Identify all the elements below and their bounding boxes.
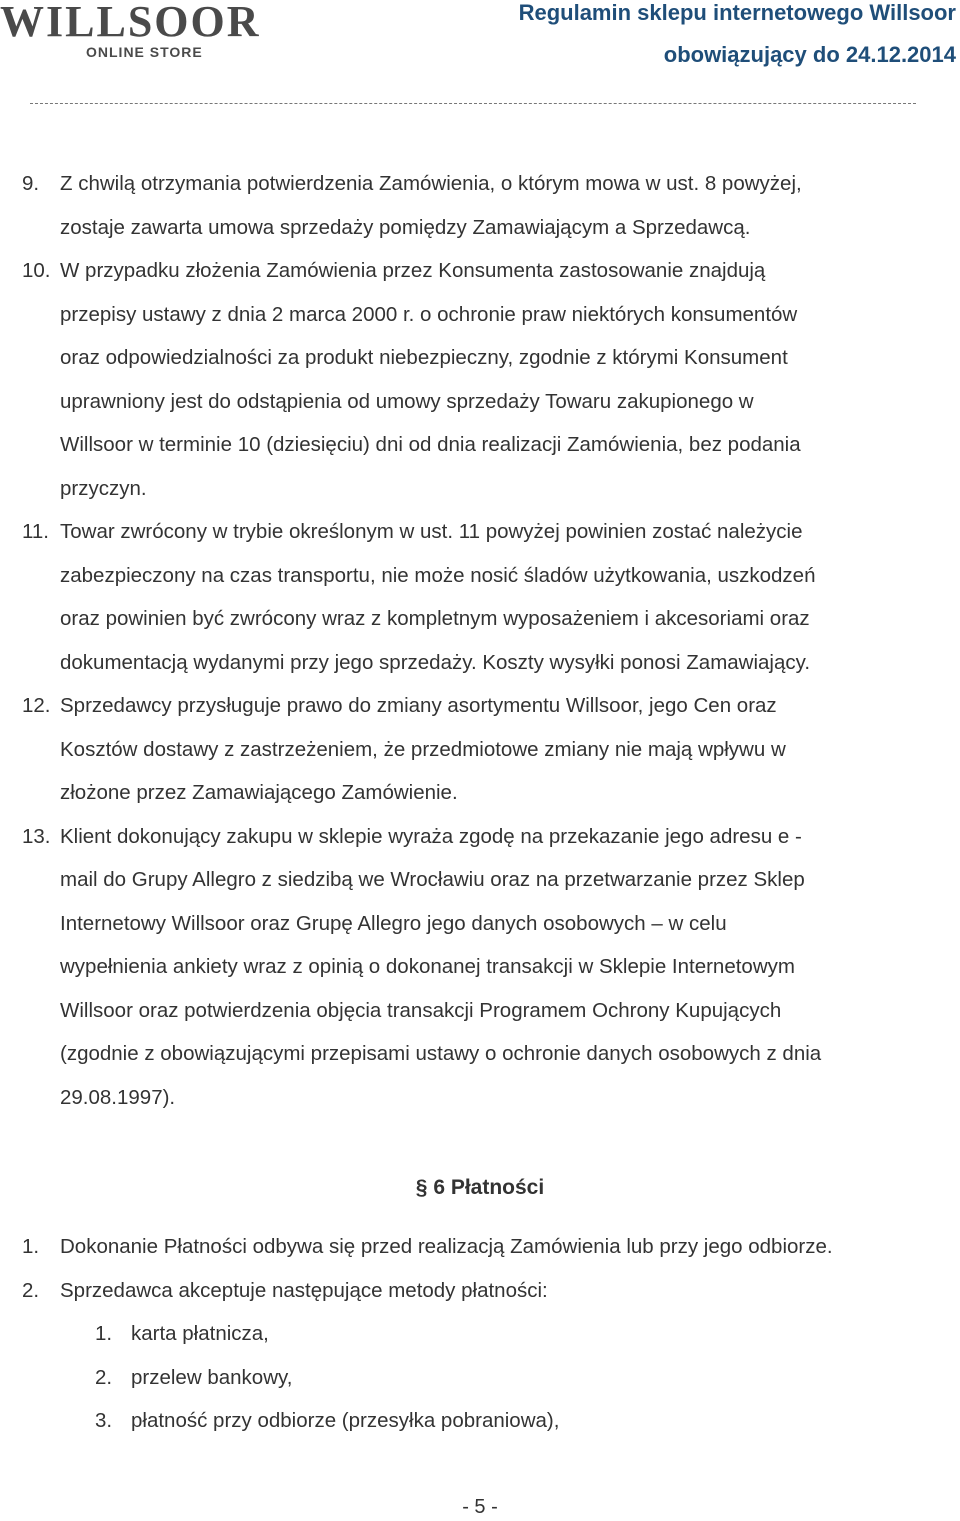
- clause-item: [0, 249, 950, 510]
- sub-number: 3.: [95, 1409, 113, 1432]
- clause-line: oraz odpowiedzialności za produkt niebezpieczny, zgodnie z którymi Konsument: [60, 346, 788, 369]
- clause-line: uprawniony jest do odstąpienia od umowy sprzedaży Towaru zakupionego w: [60, 389, 754, 413]
- clause-line: Dokonanie Płatności odbywa się przed realizacją Zamówienia lub przy jego odbiorze.: [60, 1235, 833, 1258]
- clause-line: oraz powinien być zwrócony wraz z kompletnym wyposażeniem i akcesoriami oraz: [60, 607, 810, 630]
- clause-line: złożone przez Zamawiającego Zamówienie.: [60, 781, 458, 804]
- clause-line: wypełnienia ankiety wraz z opinią o dokonanej transakcji w Sklepie Internetowym: [60, 955, 795, 978]
- clause-number: 10.: [22, 259, 51, 282]
- clause-number: 2.: [22, 1278, 40, 1302]
- payment-clause-item: [0, 1225, 950, 1269]
- clause-line: Kosztów dostawy z zastrzeżeniem, że przedmiotowe zmiany nie mają wpływu w: [60, 737, 786, 761]
- clause-line: 29.08.1997).: [60, 1085, 176, 1109]
- clause-line: zabezpieczony na czas transportu, nie może nosić śladów użytkowania, uszkodzeń: [60, 563, 816, 587]
- clause-line: przyczyn.: [60, 476, 147, 500]
- clause-line: Internetowy Willsoor oraz Grupę Allegro jego danych osobowych – w celu: [60, 911, 727, 935]
- clause-line: Willsoor w terminie 10 (dziesięciu) dni od dnia realizacji Zamówienia, bez podania: [60, 433, 801, 456]
- document-body: [0, 162, 960, 1119]
- clause-line: (zgodnie z obowiązującymi przepisami ustawy o ochronie danych osobowych z dnia: [60, 1042, 822, 1065]
- clause-line: Z chwilą otrzymania potwierdzenia Zamówienia, o którym mowa w ust. 8 powyżej,: [60, 172, 802, 195]
- section-symbol: §: [415, 1176, 428, 1199]
- clause-line: mail do Grupy Allegro z siedzibą we Wrocławiu oraz na przetwarzanie przez Sklep: [60, 868, 805, 891]
- clause-number: 12.: [22, 694, 51, 717]
- payment-method-text: karta płatnicza,: [131, 1322, 269, 1345]
- clause-line: Klient dokonujący zakupu w sklepie wyraża zgodę na przekazanie jego adresu e -: [60, 824, 802, 848]
- clause-number: 11.: [22, 520, 49, 543]
- clause-line: W przypadku złożenia Zamówienia przez Konsumenta zastosowanie znajdują: [60, 259, 766, 282]
- clause-line: Willsoor oraz potwierdzenia objęcia transakcji Programem Ochrony Kupujących: [60, 998, 782, 1022]
- document-validity: obowiązujący do 24.12.2014: [663, 42, 956, 67]
- logo-wordmark: WILLSOOR: [0, 0, 261, 46]
- payments-section: [0, 1225, 960, 1443]
- clause-item: [0, 684, 950, 815]
- document-title: Regulamin sklepu internetowego Willsoor: [518, 0, 956, 25]
- sub-number: 2.: [95, 1365, 113, 1389]
- clause-line: Towar zwrócony w trybie określonym w ust. 11 powyżej powinien zostać należycie: [60, 520, 803, 543]
- header-divider: [30, 103, 916, 104]
- section-heading: [0, 1168, 960, 1208]
- page-number: - 5 -: [462, 1496, 498, 1518]
- willsoor-logo: [0, 0, 300, 70]
- clause-line: zostaje zawarta umowa sprzedaży pomiędzy Zamawiającym a Sprzedawcą.: [60, 215, 751, 239]
- payment-clause-item: [0, 1269, 950, 1313]
- payment-method-item: [0, 1312, 960, 1356]
- payment-method-item: [0, 1356, 960, 1400]
- logo-tagline: ONLINE STORE: [86, 44, 203, 60]
- sub-number: 1.: [95, 1322, 113, 1345]
- clause-item: [0, 815, 950, 1120]
- clause-number: 13.: [22, 824, 51, 848]
- section-title: 6 Płatności: [433, 1176, 545, 1199]
- payment-method-item: [0, 1399, 960, 1443]
- clause-item: [0, 510, 950, 684]
- clause-line: Sprzedawcy przysługuje prawo do zmiany asortymentu Willsoor, jego Cen oraz: [60, 694, 777, 717]
- payment-method-text: przelew bankowy,: [131, 1365, 293, 1389]
- clause-item: [0, 162, 950, 249]
- payment-method-text: płatność przy odbiorze (przesyłka pobraniowa),: [131, 1409, 560, 1432]
- clause-line: Sprzedawca akceptuje następujące metody płatności:: [60, 1278, 548, 1302]
- clause-line: dokumentacją wydanymi przy jego sprzedaży. Koszty wysyłki ponosi Zamawiający.: [60, 650, 811, 674]
- clause-number: 9.: [22, 172, 40, 195]
- clause-number: 1.: [22, 1235, 40, 1258]
- clause-line: przepisy ustawy z dnia 2 marca 2000 r. o ochronie praw niektórych konsumentów: [60, 302, 798, 326]
- page-header: [0, 0, 960, 110]
